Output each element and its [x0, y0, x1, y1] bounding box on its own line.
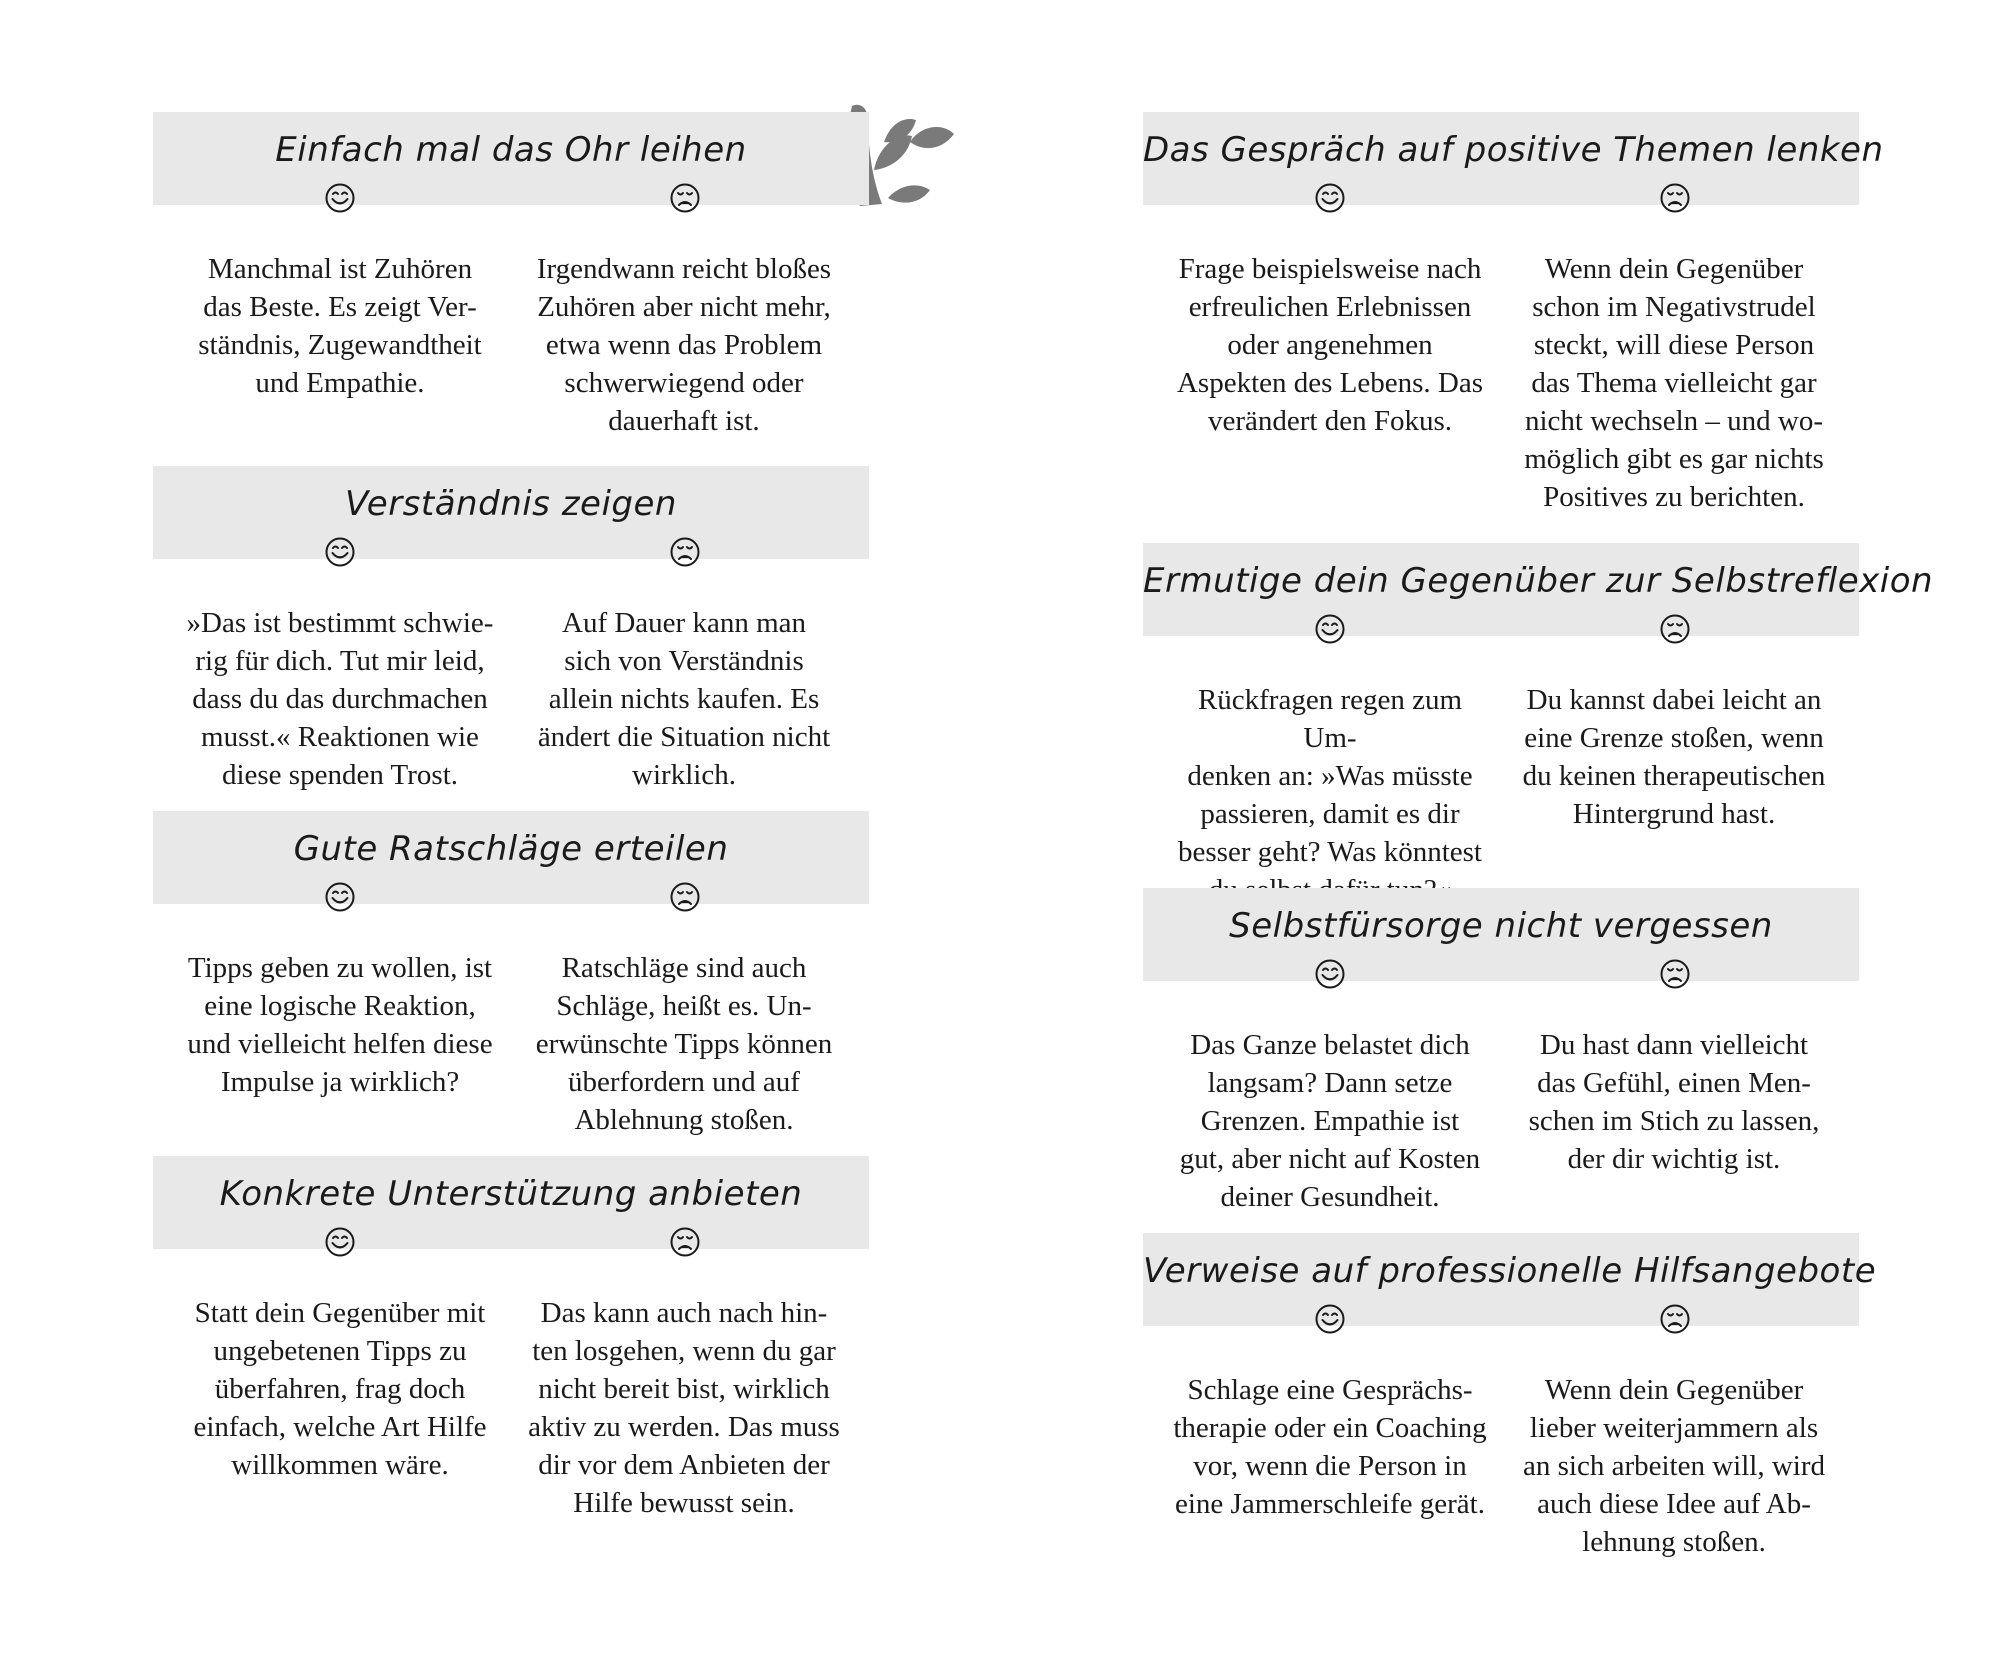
smiley-face-icon: [324, 1226, 356, 1258]
smiley-face-icon: [1314, 182, 1346, 214]
positive-text: »Das ist bestimmt schwie- rig für dich. Tut mir leid, dass du das durchmachen musst.« Reaktionen wie diese spenden Trost.: [186, 607, 494, 791]
sad-face-icon: [669, 182, 701, 214]
sad-face-icon: [1659, 1303, 1691, 1335]
smiley-face-icon: [324, 536, 356, 568]
sad-face-icon: [1659, 958, 1691, 990]
section-title: Konkrete Unterstützung anbieten: [219, 1174, 803, 1214]
negative-text: Du hast dann vielleicht das Gefühl, einen Men- schen im Stich zu lassen, der dir wichtig ist.: [1528, 1029, 1820, 1175]
section-title: Selbstfürsorge nicht vergessen: [1229, 906, 1773, 946]
sad-face-icon: [669, 1226, 701, 1258]
section-title: Einfach mal das Ohr leihen: [275, 130, 747, 170]
positive-text: Manchmal ist Zuhören das Beste. Es zeigt Ver- ständnis, Zugewandtheit und Empathie.: [198, 253, 482, 399]
smiley-face-icon: [324, 881, 356, 913]
section-title: Gute Ratschläge erteilen: [293, 829, 729, 869]
smiley-face-icon: [324, 182, 356, 214]
negative-text: Auf Dauer kann man sich von Verständnis allein nichts kaufen. Es ändert die Situation nicht wirklich.: [537, 607, 831, 791]
positive-text: Schlage eine Gesprächs- therapie oder ein Coaching vor, wenn die Person in eine Jammerschleife gerät.: [1173, 1374, 1487, 1520]
negative-text: Irgendwann reicht bloßes Zuhören aber nicht mehr, etwa wenn das Problem schwerwiegend oder dauerhaft ist.: [536, 253, 832, 437]
sad-face-icon: [1659, 613, 1691, 645]
section-title: Ermutige dein Gegenüber zur Selbstreflexion: [1143, 561, 1934, 601]
section-title: Verständnis zeigen: [345, 484, 677, 524]
negative-text: Wenn dein Gegenüber lieber weiterjammern als an sich arbeiten will, wird auch diese Idee auf Ab- lehnung stoßen.: [1523, 1374, 1825, 1558]
section-title: Das Gespräch auf positive Themen lenken: [1143, 130, 1884, 170]
negative-text: Ratschläge sind auch Schläge, heißt es. Un- erwünschte Tipps können überfordern und auf Ablehnung stoßen.: [535, 952, 833, 1136]
sad-face-icon: [669, 881, 701, 913]
positive-text: Rückfragen regen zum Um- denken an: »Was müsste passieren, damit es dir besser geht? Was könntest: [1178, 684, 1482, 868]
sad-face-icon: [1659, 182, 1691, 214]
sad-face-icon: [669, 536, 701, 568]
section-title: Verweise auf professionelle Hilfsangebote: [1143, 1251, 1877, 1291]
negative-text: Wenn dein Gegenüber schon im Negativstrudel steckt, will diese Person das Thema vielleicht gar nicht wechseln – und wo- möglich gibt es gar nichts Positives zu berichten.: [1524, 253, 1824, 513]
negative-text: Du kannst dabei leicht an eine Grenze stoßen, wenn du keinen therapeutischen Hintergrund hast.: [1522, 684, 1826, 830]
smiley-face-icon: [1314, 958, 1346, 990]
positive-text: Tipps geben zu wollen, ist eine logische Reaktion, und vielleicht helfen diese Impulse ja wirklich?: [187, 952, 493, 1098]
smiley-face-icon: [1314, 1303, 1346, 1335]
positive-text: Statt dein Gegenüber mit ungebetenen Tipps zu überfahren, frag doch einfach, welche Art Hilfe willkommen wäre.: [193, 1297, 487, 1481]
smiley-face-icon: [1314, 613, 1346, 645]
positive-text: Das Ganze belastet dich langsam? Dann setze Grenzen. Empathie ist gut, aber nicht auf Kosten deiner Gesundheit.: [1179, 1029, 1481, 1213]
negative-text: Das kann auch nach hin- ten losgehen, wenn du gar nicht bereit bist, wirklich aktiv zu werden. Das muss dir vor dem Anbieten der Hilfe bewusst sein.: [528, 1297, 840, 1519]
positive-text: Frage beispielsweise nach erfreulichen Erlebnissen oder angenehmen Aspekten des Lebens. Das verändert den Fokus.: [1176, 253, 1484, 437]
